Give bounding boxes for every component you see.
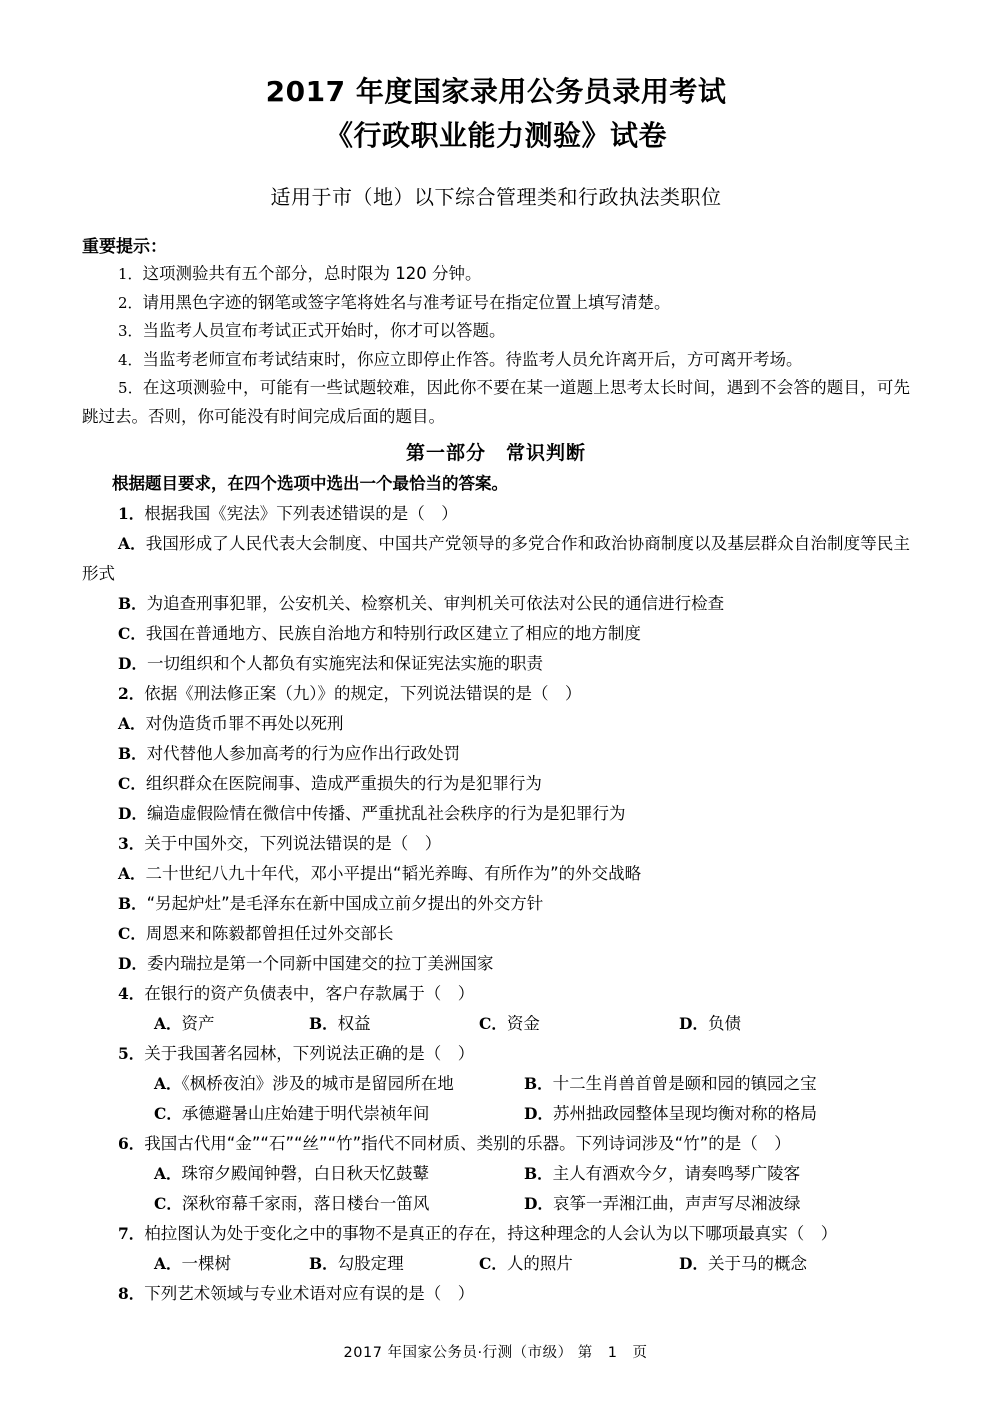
notice-list <box>82 260 910 431</box>
option-item[interactable] <box>82 859 910 889</box>
option-text: 我国在普通地方、民族自治地方和特别行政区建立了相应的地方制度 <box>145 624 641 643</box>
part-instruction: 根据题目要求，在四个选项中选出一个最恰当的答案。 <box>112 474 508 493</box>
option-item[interactable] <box>443 1009 643 1039</box>
notice-item-number: 3． <box>118 322 143 340</box>
option-label: A． <box>154 1254 182 1273</box>
notice-item <box>82 260 910 289</box>
question-text: 关于我国著名园林，下列说法正确的是（ ） <box>144 1044 475 1063</box>
option-label: D． <box>679 1014 708 1033</box>
option-label: A． <box>118 534 146 553</box>
option-item[interactable] <box>82 739 910 769</box>
option-item[interactable] <box>82 769 910 799</box>
option-text: 为追查刑事犯罪，公安机关、检察机关、审判机关可依法对公民的通信进行检查 <box>146 594 725 613</box>
page-content <box>82 0 910 1309</box>
option-label: B． <box>118 894 147 913</box>
option-text: 承德避暑山庄始建于明代崇祯年间 <box>181 1104 430 1123</box>
option-item[interactable] <box>118 1159 488 1189</box>
question-stem <box>82 979 910 1009</box>
option-text: 勾股定理 <box>337 1254 404 1273</box>
option-item[interactable] <box>643 1009 741 1039</box>
option-label: A． <box>154 1074 182 1093</box>
question-text: 关于中国外交，下列说法错误的是（ ） <box>144 834 442 853</box>
option-text: 我国形成了人民代表大会制度、中国共产党领导的多党合作和政治协商制度以及基层群众自治制度等民主形式 <box>82 534 911 583</box>
notice-item <box>82 374 910 431</box>
notice-item-text: 这项测验共有五个部分，总时限为 120 分钟。 <box>142 264 482 283</box>
option-item[interactable] <box>118 1189 488 1219</box>
option-label: B． <box>524 1164 553 1183</box>
notice-heading: 重要提示： <box>82 237 167 257</box>
option-text: 苏州拙政园整体呈现均衡对称的格局 <box>552 1104 817 1123</box>
option-label: B． <box>309 1014 338 1033</box>
question-number: 7． <box>118 1224 145 1243</box>
question-stem <box>82 1129 910 1159</box>
option-text: “另起炉灶”是毛泽东在新中国成立前夕提出的外交方针 <box>146 894 544 913</box>
option-text: 编造虚假险情在微信中传播、严重扰乱社会秩序的行为是犯罪行为 <box>146 804 626 823</box>
option-item[interactable] <box>82 949 910 979</box>
option-row <box>82 1189 910 1219</box>
option-text: 哀筝一弄湘江曲，声声写尽湘波绿 <box>552 1194 801 1213</box>
question-number: 5． <box>118 1044 145 1063</box>
question-stem <box>82 1219 910 1249</box>
notice-item-number: 5． <box>118 379 143 397</box>
option-text: 人的照片 <box>506 1254 573 1273</box>
option-text: 周恩来和陈毅都曾担任过外交部长 <box>145 924 394 943</box>
question-text: 我国古代用“金”“石”“丝”“竹”指代不同材质、类别的乐器。下列诗词涉及“竹”的是（ ） <box>144 1134 791 1153</box>
option-item[interactable] <box>273 1009 443 1039</box>
question-number: 6． <box>118 1134 145 1153</box>
option-item[interactable] <box>488 1189 800 1219</box>
option-text: 权益 <box>337 1014 371 1033</box>
question-stem <box>82 679 910 709</box>
option-item[interactable] <box>118 1099 488 1129</box>
notice-item-text: 当监考人员宣布考试正式开始时，你才可以答题。 <box>142 321 506 340</box>
option-label: C． <box>118 624 146 643</box>
option-row <box>82 1159 910 1189</box>
option-label: C． <box>118 924 146 943</box>
option-label: B． <box>118 594 147 613</box>
notice-item <box>82 346 910 375</box>
option-text: 负债 <box>707 1014 741 1033</box>
question-number: 4． <box>118 984 145 1003</box>
option-item[interactable] <box>82 919 910 949</box>
option-label: C． <box>154 1104 182 1123</box>
option-text: 《枫桥夜泊》涉及的城市是留园所在地 <box>181 1074 454 1093</box>
option-text: 组织群众在医院闹事、造成严重损失的行为是犯罪行为 <box>145 774 542 793</box>
question-text: 下列艺术领域与专业术语对应有误的是（ ） <box>144 1284 475 1303</box>
option-item[interactable] <box>82 709 910 739</box>
option-label: D． <box>118 804 147 823</box>
notice-item-text: 在这项测验中，可能有一些试题较难，因此你不要在某一道题上思考太长时间，遇到不会答的题目，可先跳过去。否则，你可能没有时间完成后面的题目。 <box>82 378 910 426</box>
option-row <box>82 1249 910 1279</box>
option-item[interactable] <box>273 1249 443 1279</box>
notice-item-number: 4． <box>118 350 143 369</box>
option-row <box>82 1069 910 1099</box>
option-item[interactable] <box>488 1159 800 1189</box>
option-item[interactable] <box>643 1249 807 1279</box>
option-item[interactable] <box>118 1069 488 1099</box>
option-item[interactable] <box>118 1009 273 1039</box>
document-title-line-2: 《行政职业能力测验》试卷 <box>324 119 667 152</box>
option-label: D． <box>524 1104 553 1123</box>
question-text: 柏拉图认为处于变化之中的事物不是真正的存在，持这种理念的人会认为以下哪项最真实（ ） <box>144 1224 838 1243</box>
question-number: 2． <box>118 684 145 703</box>
option-text: 十二生肖兽首曾是颐和园的镇园之宝 <box>552 1074 817 1093</box>
notice-item-number: 2． <box>118 293 143 312</box>
question-number: 1． <box>118 504 145 523</box>
question-stem <box>82 499 910 529</box>
question-text: 依据《刑法修正案（九）》的规定，下列说法错误的是（ ） <box>144 684 582 703</box>
option-text: 一切组织和个人都负有实施宪法和保证宪法实施的职责 <box>146 654 543 673</box>
notice-item <box>82 317 910 346</box>
option-item[interactable] <box>82 889 910 919</box>
option-item[interactable] <box>443 1249 643 1279</box>
option-text: 委内瑞拉是第一个同新中国建交的拉丁美洲国家 <box>146 954 494 973</box>
option-text: 主人有酒欢今夕，请奏鸣琴广陵客 <box>552 1164 801 1183</box>
question-stem <box>82 1279 910 1309</box>
notice-item-text: 当监考老师宣布考试结束时，你应立即停止作答。待监考人员允许离开后，方可离开考场。 <box>142 349 803 369</box>
notice-item <box>82 289 910 318</box>
option-label: C． <box>479 1254 507 1273</box>
option-label: C． <box>118 774 146 793</box>
option-item[interactable] <box>488 1099 817 1129</box>
option-item[interactable] <box>82 649 910 679</box>
option-item[interactable] <box>82 799 910 829</box>
question-text: 在银行的资产负债表中，客户存款属于（ ） <box>144 984 475 1003</box>
option-item[interactable] <box>488 1069 817 1099</box>
question-stem <box>82 1039 910 1069</box>
option-label: A． <box>118 864 146 883</box>
notice-item-text: 请用黑色字迹的钢笔或签字笔将姓名与准考证号在指定位置上填写清楚。 <box>142 292 671 312</box>
option-row <box>82 1009 910 1039</box>
question-stem <box>82 829 910 859</box>
option-text: 资产 <box>181 1014 215 1033</box>
option-label: B． <box>118 744 147 763</box>
notice-item-number: 1． <box>118 265 143 283</box>
option-label: C． <box>479 1014 507 1033</box>
question-text: 根据我国《宪法》下列表述错误的是（ ） <box>144 504 458 523</box>
option-text: 对代替他人参加高考的行为应作出行政处罚 <box>146 744 461 763</box>
option-text: 深秋帘幕千家雨，落日楼台一笛风 <box>181 1194 430 1213</box>
question-number: 3． <box>118 834 145 853</box>
document-title-line-1: 2017 年度国家录用公务员录用考试 <box>265 75 727 108</box>
option-label: A． <box>118 714 146 733</box>
page-footer: 2017 年国家公务员·行测（市级） 第 1 页 <box>343 1345 648 1361</box>
document-subtitle: 适用于市（地）以下综合管理类和行政执法类职位 <box>270 185 722 209</box>
option-label: D． <box>679 1254 708 1273</box>
option-label: A． <box>154 1014 182 1033</box>
option-text: 关于马的概念 <box>707 1254 807 1273</box>
option-label: B． <box>524 1074 553 1093</box>
option-row <box>82 1099 910 1129</box>
option-text: 对伪造货币罪不再处以死刑 <box>145 714 344 733</box>
option-text: 二十世纪八九十年代，邓小平提出“韬光养晦、有所作为”的外交战略 <box>145 864 642 883</box>
option-text: 一棵树 <box>181 1254 232 1273</box>
option-item[interactable] <box>118 1249 273 1279</box>
option-item[interactable] <box>82 529 910 589</box>
option-label: D． <box>524 1194 553 1213</box>
option-item[interactable] <box>82 589 910 619</box>
question-number: 8． <box>118 1284 145 1303</box>
option-text: 珠帘夕殿闻钟磬，白日秋天忆鼓鼙 <box>181 1164 430 1183</box>
part-heading: 第一部分 常识判断 <box>405 442 586 464</box>
option-label: A． <box>154 1164 182 1183</box>
option-item[interactable] <box>82 619 910 649</box>
option-label: D． <box>118 654 147 673</box>
option-label: B． <box>309 1254 338 1273</box>
option-label: C． <box>154 1194 182 1213</box>
option-label: D． <box>118 954 147 973</box>
option-text: 资金 <box>506 1014 540 1033</box>
